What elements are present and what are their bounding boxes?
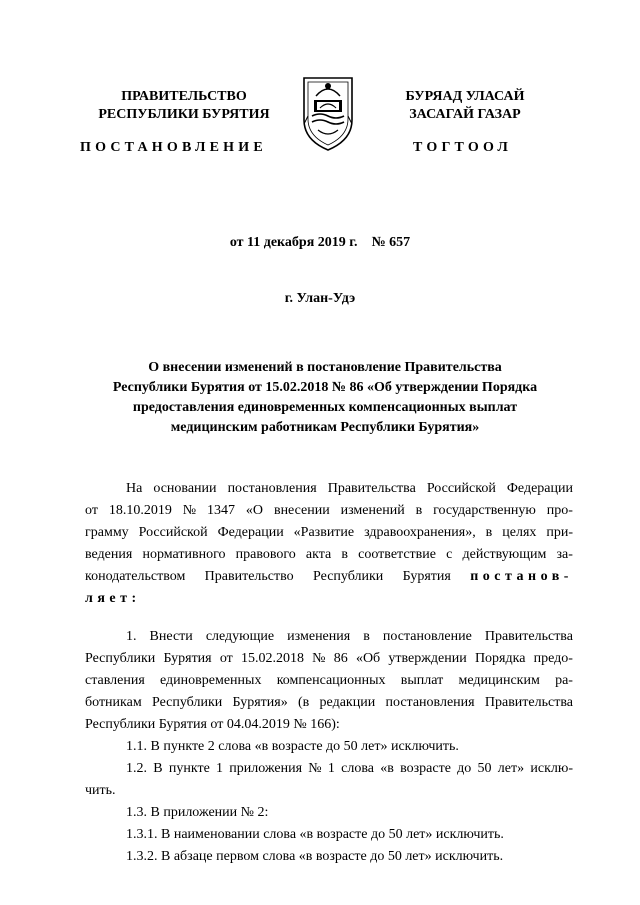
- issuer-bua-line2: ЗАСАГАЙ ГАЗАР: [409, 107, 521, 122]
- doc-body: [85, 478, 573, 868]
- preamble-line: ведения нормативного правового акта в соответствие с действующим за-: [85, 547, 573, 562]
- item1-line: Республики Бурятия от 15.02.2018 № 86 «Об утверждении Порядка предо-: [85, 651, 573, 666]
- subitem-1-1: 1.1. В пункте 2 слова «в возрасте до 50 лет» исключить.: [126, 739, 459, 754]
- doc-title: [80, 358, 570, 438]
- item1-line: 1. Внести следующие изменения в постановление Правительства: [126, 629, 573, 644]
- subitem-1-2: 1.2. В пункте 1 приложения № 1 слова «в возрасте до 50 лет» исклю-: [126, 761, 573, 776]
- doc-city: г. Улан-Удэ: [284, 291, 356, 306]
- coat-of-arms-buryatia-icon: [300, 72, 356, 152]
- item1-line: ботникам Республики Бурятия» (в редакции постановления Правительства: [85, 695, 573, 710]
- preamble-line: На основании постановления Правительства Российской Федерации: [126, 481, 573, 496]
- doc-type-bua: ТОГТООЛ: [413, 140, 513, 155]
- issuer-bua-line1: БУРЯАД УЛАСАЙ: [405, 89, 525, 104]
- subitem-1-3-1: 1.3.1. В наименовании слова «в возрасте до 50 лет» исключить.: [126, 827, 504, 842]
- title-line: О внесении изменений в постановление Правительства: [148, 360, 502, 375]
- title-line: медицинским работникам Республики Бурятия»: [170, 420, 480, 435]
- preamble-line: грамму Российской Федерации «Развитие здравоохранения», в целях при-: [85, 525, 573, 540]
- doc-date: от 11 декабря 2019 г.: [229, 235, 358, 250]
- title-line: предоставления единовременных компенсационных выплат: [132, 400, 518, 415]
- resolution-word-end: ляет:: [85, 591, 141, 606]
- subitem-1-3: 1.3. В приложении № 2:: [126, 805, 269, 820]
- date-number-line: [0, 234, 640, 252]
- subitem-1-2-cont: чить.: [85, 783, 116, 798]
- resolution-word: постанов-: [470, 569, 573, 584]
- issuer-bua: [365, 88, 565, 124]
- doc-number: № 657: [371, 235, 411, 250]
- issuer-ru: [78, 88, 290, 124]
- preamble-line: от 18.10.2019 № 1347 «О внесении изменений в государственную про-: [85, 503, 573, 518]
- issuer-ru-line1: ПРАВИТЕЛЬСТВО: [121, 89, 247, 104]
- item1-line: Республики Бурятия от 04.04.2019 № 166):: [85, 717, 340, 732]
- issuer-ru-line2: РЕСПУБЛИКИ БУРЯТИЯ: [98, 107, 270, 122]
- subitem-1-3-2: 1.3.2. В абзаце первом слова «в возрасте до 50 лет» исключить.: [126, 849, 504, 864]
- preamble-line: [85, 588, 573, 610]
- doc-type-ru: ПОСТАНОВЛЕНИЕ: [80, 140, 267, 155]
- preamble-line: конодательством Правительство Республики Бурятия постанов-: [85, 566, 573, 588]
- title-line: Республики Бурятия от 15.02.2018 № 86 «Об утверждении Порядка: [112, 380, 538, 395]
- item1-line: ставления единовременных компенсационных выплат медицинским ра-: [85, 673, 573, 688]
